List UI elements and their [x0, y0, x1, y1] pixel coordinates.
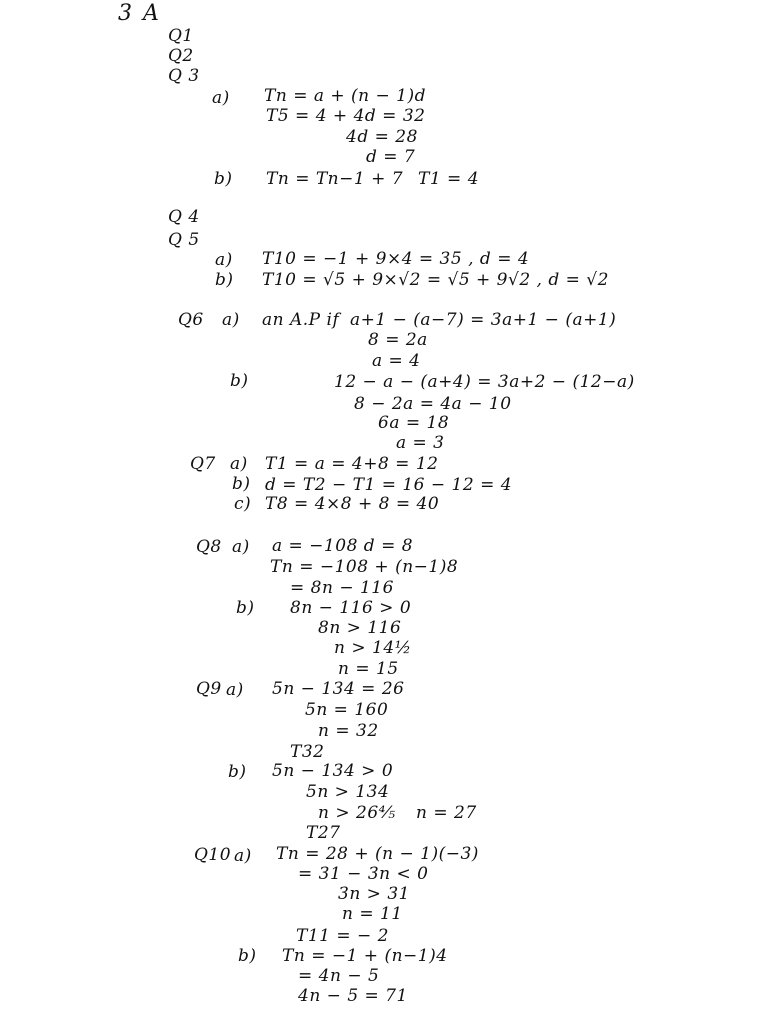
q8-part-b-label: b) — [236, 598, 255, 618]
question-label-q2: Q2 — [168, 46, 194, 66]
q9b-line-1: 5n − 134 > 0 — [272, 761, 394, 781]
q7-part-b-label: b) — [232, 474, 251, 494]
question-label-q1: Q1 — [168, 26, 194, 46]
q10a-line-2: = 31 − 3n < 0 — [298, 864, 429, 884]
question-label-q5: Q 5 — [168, 230, 200, 250]
q10a-line-5: T11 = − 2 — [296, 926, 389, 946]
q9a-line-1: 5n − 134 = 26 — [272, 679, 405, 699]
q9b-side-answer: n = 27 — [416, 803, 477, 823]
q10b-line-2: = 4n − 5 — [298, 966, 380, 986]
q10a-line-4: n = 11 — [342, 904, 403, 924]
q7-part-a-label: a) — [230, 454, 248, 474]
q6b-line-1: 12 − a − (a+4) = 3a+2 − (12−a) — [334, 372, 635, 392]
q5b-line: T10 = √5 + 9×√2 = √5 + 9√2 , d = √2 — [262, 270, 609, 290]
q7b-line: d = T2 − T1 = 16 − 12 = 4 — [265, 475, 513, 495]
q7c-line: T8 = 4×8 + 8 = 40 — [265, 494, 440, 514]
question-label-q4: Q 4 — [168, 207, 200, 227]
q6a-line-2: 8 = 2a — [368, 330, 428, 350]
q10a-line-1: Tn = 28 + (n − 1)(−3) — [276, 844, 479, 864]
q6b-line-3: 6a = 18 — [378, 413, 450, 433]
page-title: 3 A — [118, 1, 161, 26]
q7-part-c-label: c) — [234, 494, 252, 514]
q5a-line: T10 = −1 + 9×4 = 35 , d = 4 — [262, 249, 530, 269]
q6b-line-4: a = 3 — [396, 433, 445, 453]
q6b-line-2: 8 − 2a = 4a − 10 — [354, 394, 512, 414]
q6a-intro: an A.P if — [262, 310, 340, 330]
q9-part-b-label: b) — [228, 762, 247, 782]
q6a-line-3: a = 4 — [372, 351, 421, 371]
question-label-q6: Q6 — [178, 310, 204, 330]
q9a-line-3: n = 32 — [318, 721, 379, 741]
question-label-q7: Q7 — [190, 454, 216, 474]
q3a-line-3: 4d = 28 — [346, 127, 418, 147]
q8a-line-1: a = −108 d = 8 — [272, 536, 414, 556]
q8a-line-2: Tn = −108 + (n−1)8 — [270, 557, 459, 577]
q10a-line-3: 3n > 31 — [338, 884, 410, 904]
q10b-line-1: Tn = −1 + (n−1)4 — [282, 946, 448, 966]
q9b-line-2: 5n > 134 — [306, 782, 390, 802]
q8b-line-2: 8n > 116 — [318, 618, 402, 638]
q9-part-a-label: a) — [226, 680, 244, 700]
q8a-line-3: = 8n − 116 — [290, 578, 394, 598]
question-label-q9: Q9 — [196, 679, 222, 699]
q8b-line-4: n = 15 — [338, 659, 399, 679]
question-label-q8: Q8 — [196, 537, 222, 557]
q10-part-a-label: a) — [234, 846, 252, 866]
q10b-line-3: 4n − 5 = 71 — [298, 986, 408, 1006]
q5-part-b-label: b) — [215, 270, 234, 290]
q6-part-b-label: b) — [230, 371, 249, 391]
q7a-line: T1 = a = 4+8 = 12 — [265, 454, 439, 474]
q9b-line-4: T27 — [306, 823, 341, 843]
q3-part-b-label: b) — [214, 169, 233, 189]
q10-part-b-label: b) — [238, 946, 257, 966]
q6-part-a-label: a) — [222, 310, 240, 330]
q3a-line-2: T5 = 4 + 4d = 32 — [266, 106, 426, 126]
q3b-initial-term: T1 = 4 — [418, 169, 480, 189]
q8b-line-3: n > 14½ — [334, 638, 412, 658]
q3a-line-4: d = 7 — [366, 147, 416, 167]
question-label-q10: Q10 — [194, 845, 232, 865]
q8-part-a-label: a) — [232, 537, 250, 557]
q9a-line-2: 5n = 160 — [305, 700, 389, 720]
q9a-line-4: T32 — [290, 742, 325, 762]
q6a-line-1: a+1 − (a−7) = 3a+1 − (a+1) — [350, 310, 617, 330]
q3a-line-1: Tn = a + (n − 1)d — [264, 86, 426, 106]
question-label-q3: Q 3 — [168, 66, 200, 86]
q5-part-a-label: a) — [215, 250, 233, 270]
q8b-line-1: 8n − 116 > 0 — [290, 598, 412, 618]
q3-part-a-label: a) — [212, 88, 230, 108]
q9b-line-3: n > 26⅘ — [318, 803, 396, 823]
q3b-line-1: Tn = Tn−1 + 7 — [266, 169, 404, 189]
